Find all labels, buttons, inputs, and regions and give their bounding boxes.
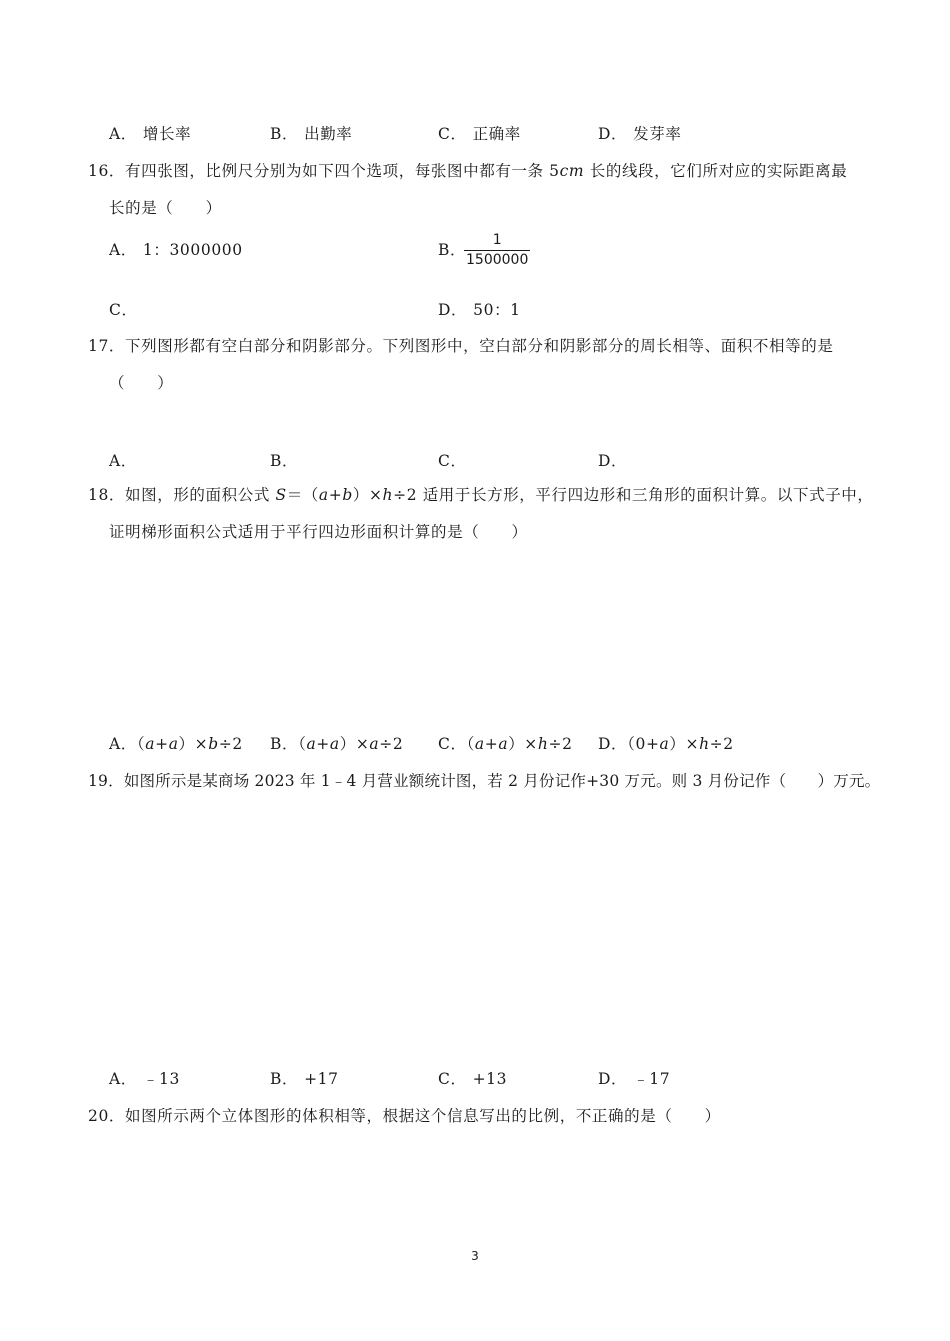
fraction-bar	[464, 250, 530, 251]
q20-number: 20．	[88, 1107, 126, 1125]
q17-option-c: C．	[438, 452, 467, 470]
q16-option-b-fraction	[464, 232, 530, 268]
q15-option-c: C． 正确率	[438, 125, 521, 143]
fraction-numerator: 1	[492, 232, 502, 248]
q18-stem-line2: 证明梯形面积公式适用于平行四边形面积计算的是（ ）	[109, 523, 528, 541]
q19-option-d: D． ﹣17	[598, 1070, 671, 1088]
q16-option-a: A． 1：3000000	[109, 241, 243, 259]
q17-stem-line1: 17．下列图形都有空白部分和阴影部分。下列图形中，空白部分和阴影部分的周长相等、面积不相等的是	[88, 337, 834, 355]
q19-stem: 19．如图所示是某商场 2023 年 1﹣4 月营业额统计图，若 2 月份记作+30 万元。则 3 月份记作（ ）万元。	[88, 772, 881, 790]
q17-option-d: D．	[598, 452, 628, 470]
q17-option-b: B．	[270, 452, 299, 470]
q19-option-b: B． +17	[270, 1070, 339, 1088]
q16-stem-line2: 长的是（ ）	[109, 199, 222, 217]
q18-option-a: A．（a+a）×b÷2	[109, 735, 243, 753]
q18-stem-line1: 18．如图，形的面积公式 S＝（a+b）×h÷2 适用于长方形，平行四边形和三角形的面积计算。以下式子中，	[88, 486, 874, 504]
q16-option-c: C．	[109, 301, 138, 319]
q18-number: 18．	[88, 486, 126, 504]
page-number: 3	[471, 1249, 479, 1263]
q15-option-a: A． 增长率	[109, 125, 192, 143]
q18-option-b: B．（a+a）×a÷2	[270, 735, 404, 753]
q17-number: 17．	[88, 337, 126, 355]
q16-option-d: D． 50：1	[438, 301, 521, 319]
q17-stem-line2: （ ）	[109, 374, 174, 392]
q16-stem-line1: 16．有四张图，比例尺分别为如下四个选项，每张图中都有一条 5cm 长的线段，它们所对应的实际距离最	[88, 162, 848, 180]
q18-option-d: D．（0+a）×h÷2	[598, 735, 734, 753]
q16-option-b-label: B．	[438, 241, 467, 259]
q19-option-a: A． ﹣13	[109, 1070, 180, 1088]
q15-option-d: D． 发芽率	[598, 125, 682, 143]
fraction-denominator: 1500000	[466, 252, 529, 268]
q15-option-b: B． 出勤率	[270, 125, 353, 143]
q19-option-c: C． +13	[438, 1070, 508, 1088]
q20-stem: 20．如图所示两个立体图形的体积相等，根据这个信息写出的比例，不正确的是（ ）	[88, 1107, 721, 1125]
q18-option-c: C．（a+a）×h÷2	[438, 735, 573, 753]
q16-number: 16．	[88, 162, 126, 180]
q17-option-a: A．	[109, 452, 137, 470]
q19-number: 19．	[88, 772, 124, 790]
